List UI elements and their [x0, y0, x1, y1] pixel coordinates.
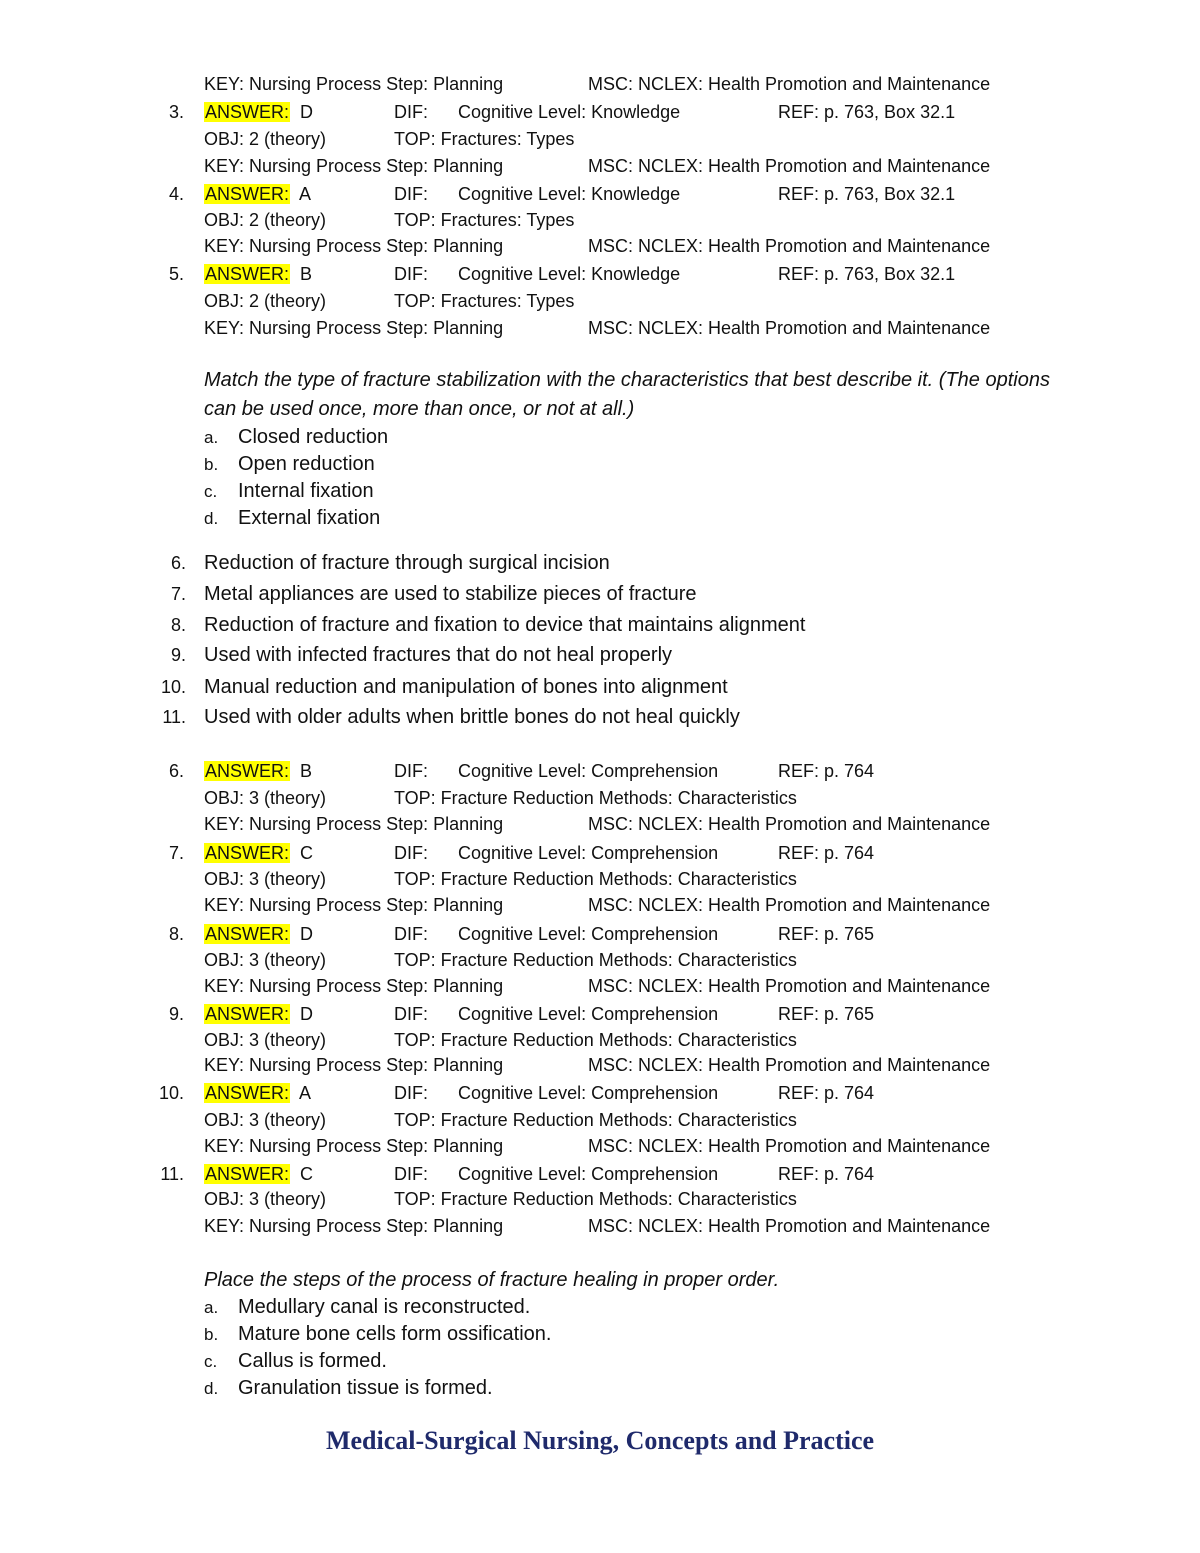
- obj-line: [0, 1186, 1200, 1212]
- cognitive-level: Cognitive Level: Comprehension: [458, 1164, 719, 1184]
- msc-field: MSC: NCLEX: Health Promotion and Maintenance: [588, 976, 991, 996]
- msc-field: MSC: NCLEX: Health Promotion and Maintenance: [588, 895, 991, 915]
- key-line: [0, 892, 1200, 918]
- step-letter: a.: [204, 1298, 219, 1317]
- key-line: [0, 153, 1200, 179]
- matching-item: [0, 548, 1200, 578]
- dif-label: DIF:: [394, 843, 428, 863]
- msc-field: MSC: NCLEX: Health Promotion and Maintenance: [588, 318, 991, 338]
- footer-title: Medical-Surgical Nursing, Concepts and Practice: [325, 1426, 875, 1455]
- item-number: 9.: [170, 645, 186, 665]
- ordering-step: [204, 1375, 493, 1402]
- key-field: KEY: Nursing Process Step: Planning: [204, 1055, 504, 1075]
- option-letter: a.: [204, 428, 219, 447]
- answer-field: [204, 1001, 313, 1027]
- option-text: Open reduction: [238, 453, 375, 475]
- answer-label-highlight: ANSWER:: [205, 1083, 290, 1103]
- obj-field: OBJ: 3 (theory): [204, 869, 327, 889]
- answer-line: [0, 261, 1200, 287]
- answer-number: 3.: [168, 102, 184, 122]
- obj-line: [0, 126, 1200, 152]
- ordering-step: [204, 1294, 530, 1321]
- top-field: TOP: Fracture Reduction Methods: Characteristics: [394, 869, 797, 889]
- item-number: 10.: [160, 677, 186, 697]
- dif-label: DIF:: [394, 264, 428, 284]
- answer-label-highlight: ANSWER:: [205, 1164, 290, 1184]
- dif-label: DIF:: [394, 924, 428, 944]
- key-field: KEY: Nursing Process Step: Planning: [204, 156, 504, 176]
- answer-line: [0, 1161, 1200, 1187]
- option-text: Closed reduction: [238, 426, 389, 448]
- matching-item: [0, 579, 1200, 609]
- item-number: 8.: [170, 615, 186, 635]
- ref-field: REF: p. 764: [778, 761, 875, 781]
- ref-field: REF: p. 765: [778, 1004, 875, 1024]
- item-text: Manual reduction and manipulation of bones into alignment: [204, 676, 728, 698]
- step-text: Mature bone cells form ossification.: [238, 1323, 552, 1345]
- obj-line: [0, 785, 1200, 811]
- answer-value: D: [300, 1004, 314, 1024]
- cognitive-level: Cognitive Level: Comprehension: [458, 1083, 719, 1103]
- answer-value: D: [300, 102, 314, 122]
- top-field: TOP: Fracture Reduction Methods: Characteristics: [394, 1110, 797, 1130]
- msc-field: MSC: NCLEX: Health Promotion and Maintenance: [588, 1055, 991, 1075]
- answer-value: C: [300, 1164, 314, 1184]
- dif-label: DIF:: [394, 1164, 428, 1184]
- obj-line: [0, 1107, 1200, 1133]
- key-field: KEY: Nursing Process Step: Planning: [204, 1216, 504, 1236]
- key-line: [0, 1213, 1200, 1239]
- key-line: [0, 1052, 1200, 1078]
- obj-field: OBJ: 3 (theory): [204, 788, 327, 808]
- answer-label-highlight: ANSWER:: [205, 843, 290, 863]
- matching-item: [0, 610, 1200, 640]
- answer-label-highlight: ANSWER:: [205, 1004, 290, 1024]
- option-item: [204, 478, 374, 505]
- matching-item: [0, 672, 1200, 702]
- msc-field: MSC: NCLEX: Health Promotion and Maintenance: [588, 814, 991, 834]
- ordering-instruction: Place the steps of the process of fracture healing in proper order.: [204, 1269, 780, 1291]
- key-line: [0, 973, 1200, 999]
- ref-field: REF: p. 764: [778, 1083, 875, 1103]
- option-letter: d.: [204, 509, 219, 528]
- obj-line: [0, 1027, 1200, 1053]
- key-field: KEY: Nursing Process Step: Planning: [204, 814, 504, 834]
- dif-label: DIF:: [394, 184, 428, 204]
- ref-field: REF: p. 764: [778, 1164, 875, 1184]
- item-text: Reduction of fracture through surgical incision: [204, 552, 610, 574]
- answer-field: [204, 758, 312, 784]
- answer-field: [204, 99, 313, 125]
- top-field: TOP: Fractures: Types: [394, 291, 575, 311]
- msc-field: MSC: NCLEX: Health Promotion and Maintenance: [588, 1136, 991, 1156]
- matching-item: [0, 640, 1200, 670]
- msc-field: MSC: NCLEX: Health Promotion and Maintenance: [588, 236, 991, 256]
- step-letter: d.: [204, 1379, 219, 1398]
- answer-number: 4.: [168, 184, 184, 204]
- answer-number: 6.: [168, 761, 184, 781]
- item-text: Reduction of fracture and fixation to device that maintains alignment: [204, 614, 806, 636]
- cognitive-level: Cognitive Level: Comprehension: [458, 843, 719, 863]
- step-text: Callus is formed.: [238, 1350, 387, 1372]
- item-text: Used with infected fractures that do not heal properly: [204, 644, 673, 666]
- ordering-step: [204, 1348, 387, 1375]
- option-text: Internal fixation: [238, 480, 374, 502]
- answer-field: [204, 921, 313, 947]
- obj-field: OBJ: 3 (theory): [204, 1189, 327, 1209]
- answer-label-highlight: ANSWER:: [205, 761, 290, 781]
- obj-field: OBJ: 2 (theory): [204, 210, 327, 230]
- top-field: TOP: Fractures: Types: [394, 129, 575, 149]
- answer-line: [0, 99, 1200, 125]
- key-field: KEY: Nursing Process Step: Planning: [204, 895, 504, 915]
- answer-number: 10.: [158, 1083, 184, 1103]
- matching-instruction: Match the type of fracture stabilization with the characteristics that best describe it. (The options can be used once, more than once, or not at all.): [204, 369, 1050, 420]
- key-field: KEY: Nursing Process Step: Planning: [204, 1136, 504, 1156]
- answer-value: A: [299, 184, 312, 204]
- answer-label-highlight: ANSWER:: [205, 924, 290, 944]
- option-letter: b.: [204, 455, 219, 474]
- cognitive-level: Cognitive Level: Comprehension: [458, 1004, 719, 1024]
- item-text: Metal appliances are used to stabilize pieces of fracture: [204, 583, 697, 605]
- obj-field: OBJ: 2 (theory): [204, 129, 327, 149]
- msc-field: MSC: NCLEX: Health Promotion and Maintenance: [588, 74, 991, 94]
- ref-field: REF: p. 763, Box 32.1: [778, 264, 956, 284]
- key-line: [0, 315, 1200, 341]
- item-number: 6.: [170, 553, 186, 573]
- obj-line: [0, 288, 1200, 314]
- key-line: [0, 811, 1200, 837]
- answer-label-highlight: ANSWER:: [205, 102, 290, 122]
- matching-item: [0, 702, 1200, 732]
- answer-line: [0, 181, 1200, 207]
- option-item: [204, 424, 388, 451]
- cognitive-level: Cognitive Level: Comprehension: [458, 761, 719, 781]
- answer-line: [0, 921, 1200, 947]
- answer-value: A: [299, 1083, 312, 1103]
- dif-label: DIF:: [394, 1083, 428, 1103]
- step-text: Granulation tissue is formed.: [238, 1377, 493, 1399]
- answer-line: [0, 1080, 1200, 1106]
- answer-value: D: [300, 924, 314, 944]
- item-number: 7.: [170, 584, 186, 604]
- answer-value: C: [300, 843, 314, 863]
- ordering-step: [204, 1321, 551, 1348]
- option-letter: c.: [204, 482, 218, 501]
- obj-field: OBJ: 3 (theory): [204, 950, 327, 970]
- option-item: [204, 505, 380, 532]
- obj-line: [0, 866, 1200, 892]
- top-field: TOP: Fracture Reduction Methods: Characteristics: [394, 1030, 797, 1050]
- cognitive-level: Cognitive Level: Comprehension: [458, 924, 719, 944]
- answer-line: [0, 758, 1200, 784]
- key-field: KEY: Nursing Process Step: Planning: [204, 318, 504, 338]
- option-text: External fixation: [238, 507, 381, 529]
- answer-field: [204, 840, 313, 866]
- answer-number: 9.: [168, 1004, 184, 1024]
- cognitive-level: Cognitive Level: Knowledge: [458, 102, 681, 122]
- top-field: TOP: Fractures: Types: [394, 210, 575, 230]
- dif-label: DIF:: [394, 761, 428, 781]
- ref-field: REF: p. 765: [778, 924, 875, 944]
- answer-key-line: [0, 71, 1200, 97]
- obj-line: [0, 207, 1200, 233]
- obj-line: [0, 947, 1200, 973]
- answer-number: 11.: [160, 1164, 184, 1184]
- key-field: KEY: Nursing Process Step: Planning: [204, 236, 504, 256]
- answer-field: [204, 1080, 311, 1106]
- ref-field: REF: p. 763, Box 32.1: [778, 184, 956, 204]
- step-letter: b.: [204, 1325, 219, 1344]
- answer-field: [204, 1161, 313, 1187]
- key-field: KEY: Nursing Process Step: Planning: [204, 74, 504, 94]
- step-text: Medullary canal is reconstructed.: [238, 1296, 531, 1318]
- top-field: TOP: Fracture Reduction Methods: Characteristics: [394, 788, 797, 808]
- answer-value: B: [300, 264, 313, 284]
- answer-line: [0, 840, 1200, 866]
- key-line: [0, 233, 1200, 259]
- ref-field: REF: p. 763, Box 32.1: [778, 102, 956, 122]
- step-letter: c.: [204, 1352, 218, 1371]
- key-line: [0, 1133, 1200, 1159]
- answer-number: 7.: [168, 843, 184, 863]
- item-text: Used with older adults when brittle bones do not heal quickly: [204, 706, 740, 728]
- cognitive-level: Cognitive Level: Knowledge: [458, 264, 681, 284]
- key-field: KEY: Nursing Process Step: Planning: [204, 976, 504, 996]
- ref-field: REF: p. 764: [778, 843, 875, 863]
- top-field: TOP: Fracture Reduction Methods: Characteristics: [394, 1189, 797, 1209]
- item-number: 11.: [162, 707, 186, 727]
- answer-label-highlight: ANSWER:: [205, 184, 290, 204]
- obj-field: OBJ: 3 (theory): [204, 1110, 327, 1130]
- answer-line: [0, 1001, 1200, 1027]
- option-item: [204, 451, 375, 478]
- msc-field: MSC: NCLEX: Health Promotion and Maintenance: [588, 1216, 991, 1236]
- top-field: TOP: Fracture Reduction Methods: Characteristics: [394, 950, 797, 970]
- dif-label: DIF:: [394, 1004, 428, 1024]
- obj-field: OBJ: 3 (theory): [204, 1030, 327, 1050]
- answer-value: B: [300, 761, 313, 781]
- answer-field: [204, 261, 312, 287]
- answer-number: 5.: [168, 264, 184, 284]
- msc-field: MSC: NCLEX: Health Promotion and Maintenance: [588, 156, 991, 176]
- cognitive-level: Cognitive Level: Knowledge: [458, 184, 681, 204]
- dif-label: DIF:: [394, 102, 428, 122]
- answer-number: 8.: [168, 924, 184, 944]
- obj-field: OBJ: 2 (theory): [204, 291, 327, 311]
- answer-label-highlight: ANSWER:: [205, 264, 290, 284]
- answer-field: [204, 181, 311, 207]
